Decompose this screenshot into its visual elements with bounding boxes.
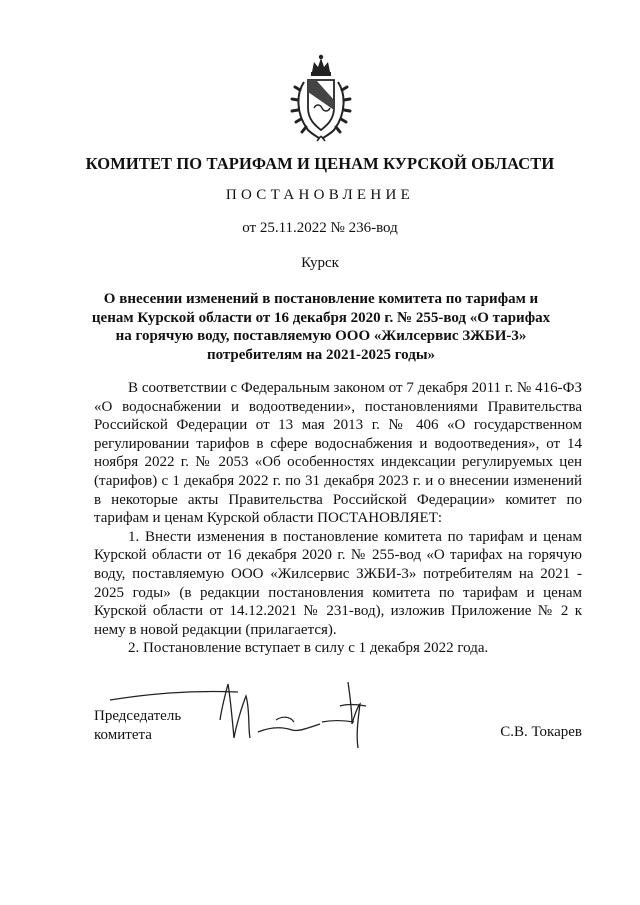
signatory-title-line1: Председатель: [94, 708, 182, 724]
preamble-paragraph: В соответствии с Федеральным законом от 7 декабря 2011 г. № 416-ФЗ «О водоснабжении и водоотведении», постановлениями Правительства Российской Федерации от 13 мая 2013 г. № 406 «О государственном регулировании тарифов в сфере водоснабжения и водоотведения», от 14 ноября 2022 г. № 2053 «Об особенностях индексации регулируемых цен (тарифов) с 1 декабря 2022 г. по 31 декабря 2023 г. и о внесении изменений в некоторые акты Правительства Российской Федерации» комитет по тарифам и ценам Курской области ПОСТАНОВЛЯЕТ:: [94, 380, 582, 527]
item-2-paragraph: 2. Постановление вступает в силу с 1 декабря 2022 года.: [128, 640, 489, 657]
signatory-name: С.В. Токарев: [500, 724, 582, 740]
document-body: [94, 379, 582, 658]
item-1-paragraph: 1. Внести изменения в постановление комитета по тарифам и ценам Курской области от 16 декабря 2020 г. № 255-вод «О тарифах на горячую воду, поставляемую ООО «Жилсервис ЗЖБИ-3» потребителям на 2021 - 2025 годы» (в редакции постановления комитета по тарифам и ценам Курской области от 14.12.2021 № 231-вод), изложив Приложение № 2 к нему в новой редакции (прилагается).: [94, 528, 582, 638]
document-type: ПОСТАНОВЛЕНИЕ: [225, 187, 415, 203]
agency-name: КОМИТЕТ ПО ТАРИФАМ И ЦЕНАМ КУРСКОЙ ОБЛАСТИ: [85, 154, 555, 173]
document-city: Курск: [301, 255, 339, 271]
signatory-title: [94, 707, 181, 744]
document-subject: О внесении изменений в постановление комитета по тарифам и ценам Курской области от 16 декабря 2020 г. № 255-вод «О тарифах на горячую воду, поставляемую ООО «Жилсервис ЗЖБИ-3» потребителям на 2021-2025 годы»: [91, 291, 551, 363]
document-date-number: от 25.11.2022 № 236-вод: [242, 220, 398, 236]
signatory-title-line2: комитета: [94, 726, 152, 743]
kursk-oblast-coat-of-arms-icon: [290, 52, 352, 144]
